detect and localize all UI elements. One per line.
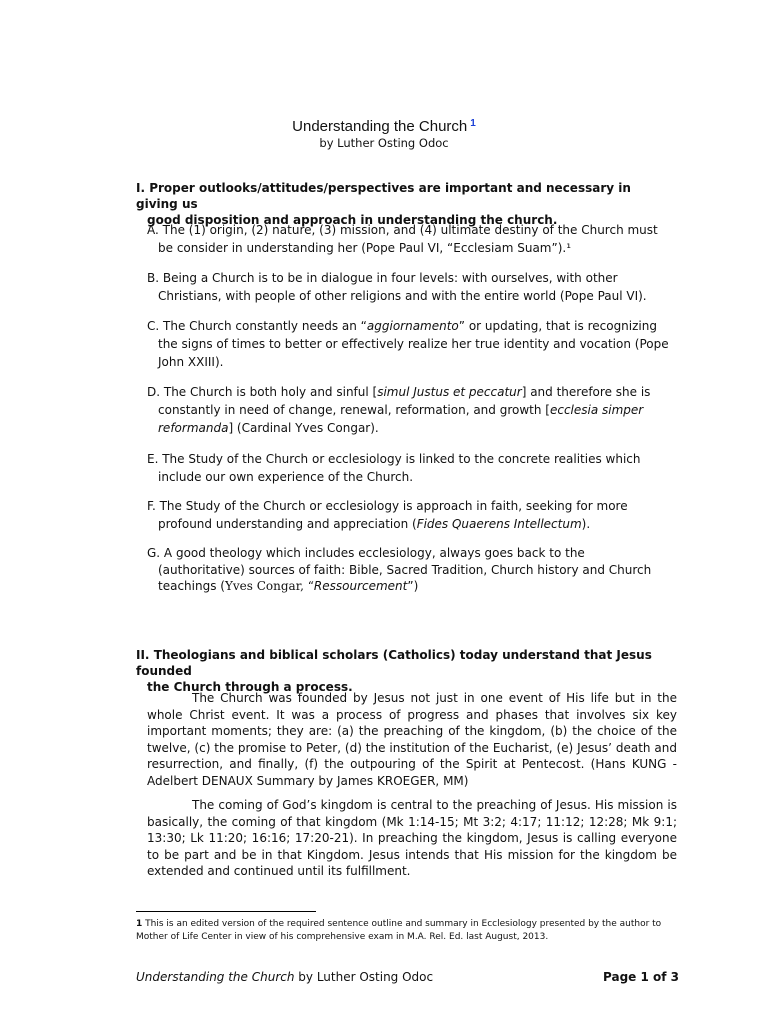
- item-d-line1: [147, 383, 677, 401]
- section-2-heading: [136, 647, 676, 695]
- item-f-line2: [147, 515, 677, 533]
- list-item-b: [147, 269, 677, 305]
- item-c-text-a: C. The Church constantly needs an “: [147, 319, 367, 333]
- item-g-serif: Yves Congar, “: [224, 579, 314, 593]
- item-d-line2-text: constantly in need of change, renewal, reformation, and growth [: [158, 403, 550, 417]
- item-g-line3: [147, 578, 677, 595]
- section-1-number: I.: [136, 181, 146, 195]
- section-2-heading-line2: the Church through a process.: [147, 680, 353, 694]
- footer-title: [136, 970, 433, 984]
- document-title: [0, 118, 768, 135]
- footnote-text: This is an edited version of the required sentence outline and summary in Ecclesiology presented by the author to Mother of Life Center in view of his comprehensive exam in M.A. Rel. Ed. last August, 2013.: [136, 919, 662, 942]
- item-c-line1: [147, 317, 677, 335]
- item-a-line1: A. The (1) origin, (2) nature, (3) mission, and (4) ultimate destiny of the Church must: [147, 223, 658, 237]
- item-g-italic: Ressourcement: [313, 579, 408, 593]
- author-line: by Luther Osting Odoc: [319, 136, 449, 150]
- item-c-italic: aggiornamento: [366, 319, 459, 333]
- item-c-text-b: ” or updating, that is recognizing: [458, 319, 657, 333]
- footer-author: by Luther Osting Odoc: [294, 970, 434, 984]
- item-g-text-b: ”): [407, 579, 419, 593]
- footnote-mark: 1: [136, 919, 143, 929]
- title-text: Understanding the Church: [292, 118, 468, 135]
- footer-page-number: Page 1 of 3: [603, 970, 679, 984]
- list-item-d: [147, 383, 677, 437]
- section-2-paragraph-1: The Church was founded by Jesus not just in one event of His life but in the whole Christ event. It was a process of progress and phases that involves six key important moments; they are: (a) the preaching of the kingdom, (b) the choice of the twelve, (c) the promise to Peter, (d) the institution of the Eucharist, (e) Jesus’ death and resurrection, and finally, (f) the outpouring of the Spirit at Pentecost. (Hans KUNG -Adelbert DENAUX Summary by James KROEGER, MM): [147, 691, 677, 788]
- section-2-number: II.: [136, 648, 150, 662]
- item-c-line2: the signs of times to better or effectively realize her true identity and vocation (Pope: [158, 337, 669, 351]
- title-footnote-mark[interactable]: 1: [470, 118, 476, 129]
- item-e-line2: include our own experience of the Church.: [158, 470, 414, 484]
- item-c-line3: John XXIII).: [158, 355, 224, 369]
- item-f-text-b: ).: [581, 517, 591, 531]
- item-g-text-a: teachings (: [158, 579, 225, 593]
- item-d-line3-text: ] (Cardinal Yves Congar).: [228, 421, 379, 435]
- list-item-e: [147, 450, 677, 486]
- list-item-g: [147, 545, 677, 595]
- item-d-italic: simul Justus et peccatur: [377, 385, 522, 399]
- item-a-line2: be consider in understanding her (Pope Paul VI, “Ecclesiam Suam”).¹: [158, 241, 572, 255]
- list-item-a: [147, 221, 677, 257]
- item-d-line2-italic: ecclesia simper: [549, 403, 644, 417]
- list-item-c: [147, 317, 677, 371]
- footer-title-italic: Understanding the Church: [136, 970, 295, 984]
- item-f-text-a: profound understanding and appreciation (: [158, 517, 417, 531]
- item-d-line3: [147, 419, 677, 437]
- footnote-divider: [136, 911, 316, 912]
- item-e-line1: E. The Study of the Church or ecclesiology is linked to the concrete realities which: [147, 452, 641, 466]
- item-d-text-b: ] and therefore she is: [521, 385, 651, 399]
- item-d-line3-italic: reformanda: [158, 421, 229, 435]
- item-d-line2: [147, 401, 677, 419]
- item-g-line1: G. A good theology which includes ecclesiology, always goes back to the: [147, 546, 585, 560]
- section-2-heading-line1: Theologians and biblical scholars (Catholics) today understand that Jesus founded: [136, 648, 652, 678]
- section-1-heading-line2: good disposition and approach in understanding the church.: [147, 213, 558, 227]
- item-g-line2: (authoritative) sources of faith: Bible, Sacred Tradition, Church history and Church: [158, 562, 652, 577]
- item-f-line1: F. The Study of the Church or ecclesiology is approach in faith, seeking for more: [147, 499, 628, 513]
- item-b-line2: Christians, with people of other religions and with the entire world (Pope Paul VI).: [158, 289, 647, 303]
- section-1-heading-line1: Proper outlooks/attitudes/perspectives are important and necessary in giving us: [136, 181, 631, 211]
- item-f-italic: Fides Quaerens Intellectum: [416, 517, 582, 531]
- list-item-f: [147, 497, 677, 533]
- item-d-text-a: D. The Church is both holy and sinful [: [147, 385, 378, 399]
- item-b-line1: B. Being a Church is to be in dialogue in four levels: with ourselves, with other: [147, 271, 618, 285]
- section-2-paragraph-2: The coming of God’s kingdom is central to the preaching of Jesus. His mission is basically, the coming of that kingdom (Mk 1:14-15; Mt 3:2; 4:17; 11:12; 12:28; Mk 9:1; 13:30; Lk 11:20; 16:16; 17:20-21). In preaching the kingdom, Jesus is calling everyone to be part and be in that Kingdom. Jesus intends that His mission for the kingdom be extended and continued until its fulfillment.: [147, 798, 677, 878]
- footnote: [136, 918, 681, 944]
